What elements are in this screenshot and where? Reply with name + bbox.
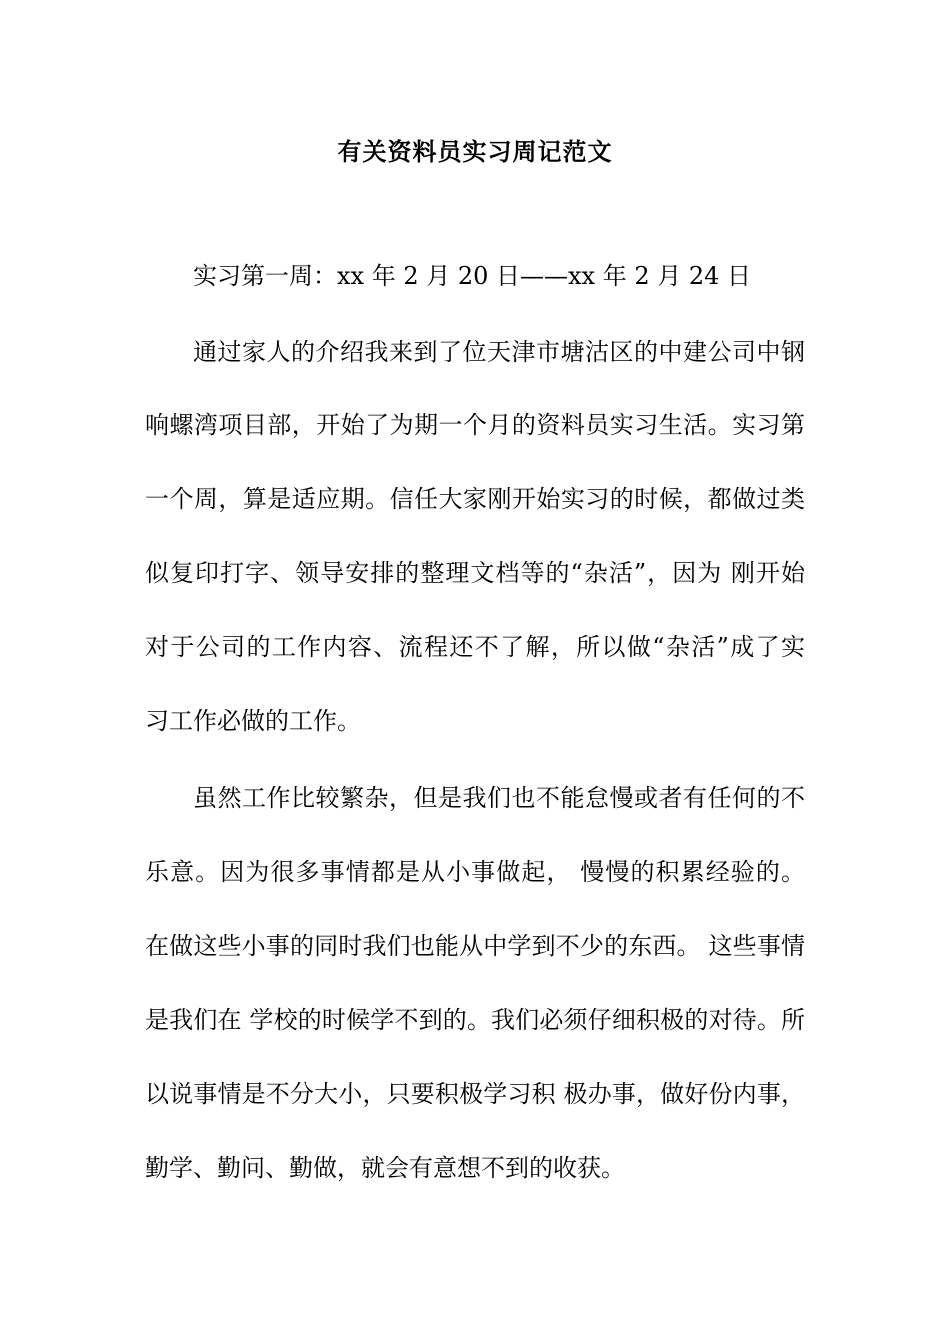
paragraph-line: 似复印打字、领导安排的整理文档等的“杂活”，因为 刚开始 <box>145 559 805 587</box>
paragraph-line: 是我们在 学校的时候学不到的。我们必须仔细积极的对待。所 <box>145 1006 805 1034</box>
paragraph-line: 以说事情是不分大小，只要积极学习积 极办事，做好份内事， <box>145 1080 805 1108</box>
paragraph-line: 一个周，算是适应期。信任大家刚开始实习的时候，都做过类 <box>145 485 805 513</box>
paragraph-line: 习工作必做的工作。 <box>145 707 361 735</box>
paragraph-line: 勤学、勤问、勤做，就会有意想不到的收获。 <box>145 1154 625 1182</box>
paragraph-line: 虽然工作比较繁杂，但是我们也不能怠慢或者有任何的不 <box>193 784 805 812</box>
week-heading-line: 实习第一周：xx 年 2 月 20 日——xx 年 2 月 24 日 <box>193 262 752 290</box>
paragraph-line: 对于公司的工作内容、流程还不了解，所以做“杂活”成了实 <box>145 633 805 661</box>
paragraph-line: 通过家人的介绍我来到了位天津市塘沽区的中建公司中钢 <box>193 338 805 366</box>
paragraph-line: 响螺湾项目部，开始了为期一个月的资料员实习生活。实习第 <box>145 411 805 439</box>
paragraph-line: 在做这些小事的同时我们也能从中学到不少的东西。 这些事情 <box>145 932 805 960</box>
document-title: 有关资料员实习周记范文 <box>337 137 613 166</box>
paragraph-line: 乐意。因为很多事情都是从小事做起， 慢慢的积累经验的。 <box>145 858 805 886</box>
